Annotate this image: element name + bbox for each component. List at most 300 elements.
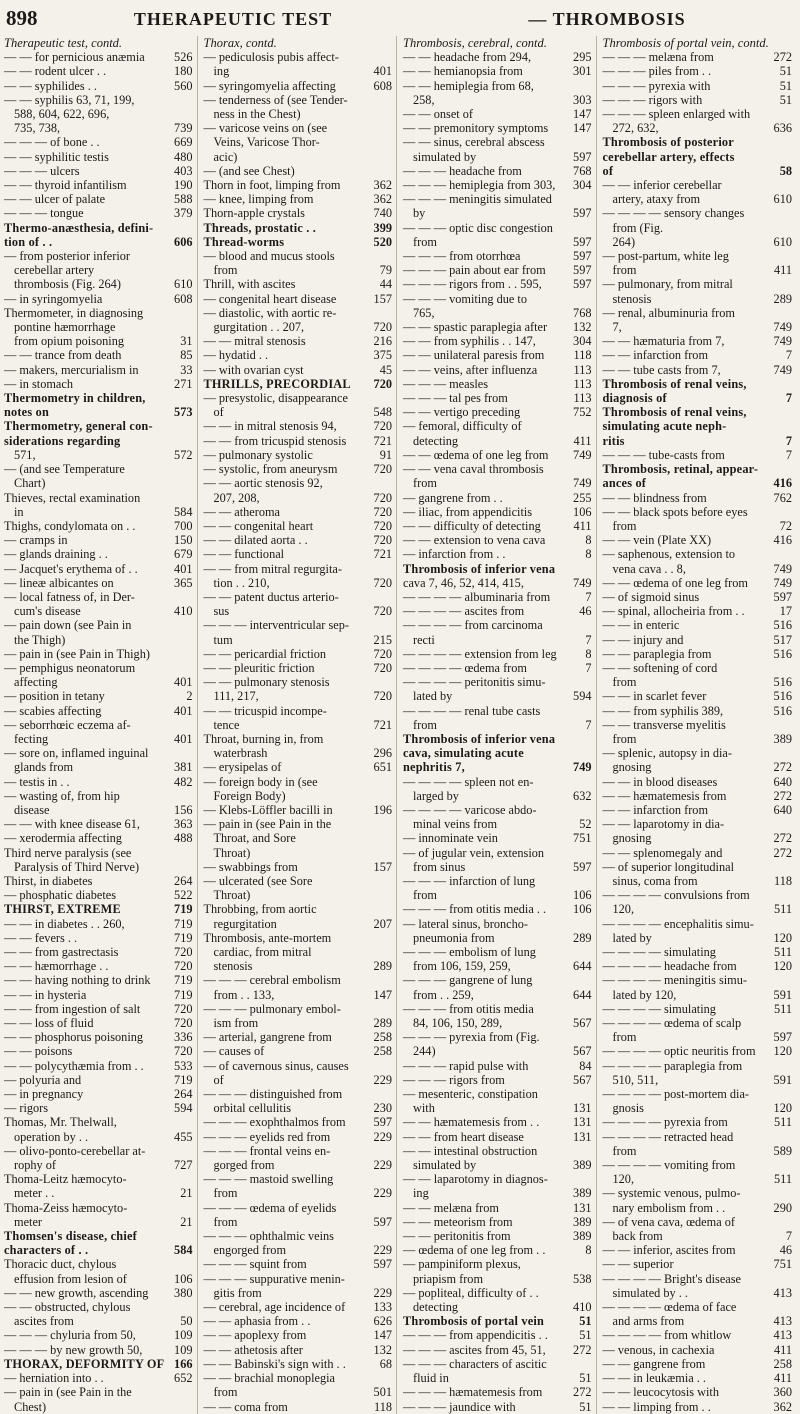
entry-page-ref: 720 (373, 419, 392, 434)
entry-text: — — apoplexy from (203, 1328, 307, 1343)
index-entry (603, 1059, 793, 1073)
entry-page-ref: 751 (773, 1257, 792, 1272)
index-entry (403, 277, 592, 291)
entry-page-ref: 588 (174, 192, 193, 207)
entry-page-ref: 488 (174, 831, 193, 846)
index-entry (403, 633, 592, 647)
entry-text: — systolic, from aneurysm (203, 462, 338, 477)
index-entry (603, 618, 793, 632)
entry-text: from opium poisoning (14, 334, 124, 349)
index-entry (4, 1272, 193, 1286)
index-entry (204, 462, 393, 476)
entry-text: — — black spots before eyes (602, 504, 748, 519)
index-entry (603, 476, 793, 490)
entry-text: operation by . . (14, 1129, 89, 1144)
entry-text: from (413, 717, 437, 732)
entry-text: waterbrash (213, 746, 268, 761)
entry-text: — — atheroma (203, 504, 280, 519)
entry-page-ref: 411 (774, 1371, 792, 1386)
entry-text: pneumonia from (413, 930, 495, 945)
entry-page-ref: 719 (174, 902, 193, 917)
index-entry (4, 718, 193, 732)
index-entry (204, 1300, 393, 1314)
entry-text: — gangrene from . . (403, 490, 503, 505)
index-entry (4, 1172, 193, 1186)
index-entry (403, 874, 592, 888)
index-entry (204, 1002, 393, 1016)
index-entry (4, 746, 193, 760)
column-continuation-heading: Therapeutic test, contd. (4, 36, 123, 50)
index-entry (403, 1243, 592, 1257)
entry-text: gorged from (213, 1158, 275, 1173)
entry-page-ref: 289 (573, 930, 592, 945)
entry-text: — scabies affecting (4, 703, 102, 718)
entry-text: Chart) (14, 476, 46, 491)
entry-page-ref: 644 (573, 987, 592, 1002)
entry-text: from (612, 518, 637, 533)
entry-text: — — — — albuminaria from (403, 589, 551, 604)
entry-page-ref: 271 (174, 376, 193, 391)
entry-text: — in syringomyelia (4, 291, 103, 306)
entry-page-ref: 632 (573, 788, 592, 803)
entry-page-ref: 301 (573, 64, 592, 79)
index-entry (204, 1130, 393, 1144)
index-entry (603, 746, 793, 760)
entry-text: Foreign Body) (213, 788, 286, 803)
index-entry (603, 79, 793, 93)
entry-text: of (602, 163, 614, 178)
entry-text: THORAX, DEFORMITY OF (4, 1356, 165, 1371)
index-entry (204, 135, 393, 149)
entry-page-ref: 133 (373, 1300, 392, 1315)
entry-text: — — loss of fluid (4, 1016, 94, 1031)
entry-page-ref: 597 (373, 1214, 392, 1229)
entry-page-ref: 157 (373, 859, 392, 874)
entry-page-ref: 516 (773, 703, 792, 718)
entry-text: from (612, 1030, 637, 1045)
index-entry (403, 448, 592, 462)
entry-text: — venous, in cachexia (602, 1342, 715, 1357)
entry-text: — — — exophthalmos from (203, 1115, 346, 1130)
entry-text: Thoma-Leitz hæmocyto- (4, 1172, 127, 1187)
entry-text: — — Babinski's sign with . . (203, 1356, 346, 1371)
entry-page-ref: 749 (573, 476, 592, 491)
entry-page-ref: 51 (579, 1314, 592, 1329)
entry-text: 120, (612, 1172, 635, 1187)
index-entry (204, 1158, 393, 1172)
index-entry (603, 107, 793, 121)
index-entry (4, 817, 193, 831)
entry-page-ref: 721 (373, 433, 392, 448)
entry-text: — — — — œdema of face (602, 1300, 737, 1315)
entry-page-ref: 517 (773, 632, 792, 647)
entry-page-ref: 720 (174, 1016, 193, 1031)
index-entry (204, 604, 393, 618)
entry-text: — — infarction from (602, 802, 709, 817)
entry-text: 510, 511, (612, 1072, 659, 1087)
index-entry (603, 959, 793, 973)
entry-page-ref: 229 (373, 1285, 392, 1300)
index-entry (4, 64, 193, 78)
entry-text: — — extension to vena cava (403, 533, 546, 548)
entry-text: acic) (213, 149, 238, 164)
entry-text: — — paraplegia from (602, 646, 712, 661)
entry-text: — — — interventricular sep- (203, 618, 349, 633)
index-entry (403, 647, 592, 661)
entry-text: THRILLS, PRECORDIAL (203, 376, 351, 391)
index-entry (603, 803, 793, 817)
entry-text: — — inferior cerebellar (602, 178, 722, 193)
entry-page-ref: 118 (774, 873, 792, 888)
index-entry (403, 1059, 592, 1073)
entry-text: glands from (14, 760, 74, 775)
entry-page-ref: 132 (373, 1342, 392, 1357)
index-entry (4, 419, 193, 433)
entry-page-ref: 749 (573, 447, 592, 462)
entry-page-ref: 147 (373, 987, 392, 1002)
entry-text: — — — from otitis media (403, 1001, 534, 1016)
index-entry (403, 1201, 592, 1215)
entry-text: — — — tongue (4, 206, 84, 221)
entry-page-ref: 511 (774, 1172, 792, 1187)
entry-text: — — hæmatemesis from . . (403, 1115, 540, 1130)
entry-page-ref: 2 (186, 689, 193, 704)
running-head-right: — THROMBOSIS (528, 9, 686, 29)
entry-page-ref: 573 (174, 405, 193, 420)
index-entry (403, 902, 592, 916)
entry-page-ref: 636 (773, 121, 792, 136)
entry-text: cerebellar artery (14, 263, 95, 278)
entry-page-ref: 511 (774, 902, 792, 917)
index-entry (4, 1044, 193, 1058)
index-entry (4, 221, 193, 235)
index-entry (4, 547, 193, 561)
index-entry (603, 562, 793, 576)
index-entry (603, 860, 793, 874)
entry-text: — — œdema of one leg from (602, 575, 748, 590)
index-entry (204, 263, 393, 277)
entry-text: — — — rigors from (403, 1072, 505, 1087)
entry-page-ref: 610 (773, 234, 792, 249)
entry-page-ref: 752 (573, 405, 592, 420)
index-entry (204, 1357, 393, 1371)
index-entry (4, 348, 193, 362)
index-entry (603, 277, 793, 291)
entry-text: — — aortic stenosis 92, (203, 476, 323, 491)
entry-text: — — from gastrectasis (4, 945, 119, 959)
entry-text: — — peritonitis from (403, 1229, 511, 1244)
entry-page-ref: 389 (773, 731, 792, 746)
index-entry (603, 718, 793, 732)
entry-text: — of jugular vein, extension (403, 845, 545, 860)
index-column (4, 36, 198, 1414)
entry-text: regurgitation (213, 916, 277, 931)
index-entry (4, 121, 193, 135)
entry-text: — — veins, after influenza (403, 362, 538, 377)
index-entry (403, 988, 592, 1002)
entry-page-ref: 597 (373, 1257, 392, 1272)
entry-page-ref: 560 (174, 78, 193, 93)
entry-text: — — — — renal tube casts (403, 703, 541, 718)
entry-text: — — — tal pes from (403, 391, 508, 406)
entry-page-ref: 520 (373, 234, 392, 249)
index-entry (4, 917, 193, 931)
index-entry (403, 1030, 592, 1044)
entry-page-ref: 762 (773, 490, 792, 505)
entry-text: — rigors (4, 1101, 49, 1116)
index-entry (4, 803, 193, 817)
entry-text: — — — rigors with (602, 92, 703, 107)
entry-text: — — in mitral stenosis 94, (203, 419, 337, 434)
entry-text: — — — — meningitis simu- (602, 973, 747, 988)
entry-page-ref: 7 (785, 433, 792, 448)
entry-page-ref: 597 (573, 234, 592, 249)
entry-text: — in stomach (4, 376, 73, 391)
index-entry (4, 1343, 193, 1357)
entry-text: — blood and mucus stools (203, 249, 335, 264)
index-entry (204, 121, 393, 135)
entry-page-ref: 720 (373, 518, 392, 533)
index-entry (403, 746, 592, 760)
entry-page-ref: 68 (379, 1356, 392, 1371)
entry-page-ref: 640 (773, 774, 792, 789)
index-entry (403, 1158, 592, 1172)
entry-page-ref: 720 (373, 646, 392, 661)
index-entry (603, 1030, 793, 1044)
entry-page-ref: 594 (174, 1101, 193, 1116)
entry-text: — — hæmaturia from 7, (602, 334, 725, 349)
entry-text: Third nerve paralysis (see (4, 845, 132, 860)
entry-page-ref: 720 (373, 604, 392, 619)
entry-text: 207, 208, (213, 490, 260, 505)
index-entry (403, 491, 592, 505)
entry-page-ref: 362 (773, 1399, 792, 1414)
index-entry (204, 1059, 393, 1073)
index-entry (4, 491, 193, 505)
entry-text: — — — — headache from (602, 959, 737, 974)
index-entry (603, 1186, 793, 1200)
entry-text: — hydatid . . (203, 348, 269, 363)
entry-text: from sinus (413, 859, 466, 874)
entry-page-ref: 272 (573, 1342, 592, 1357)
index-entry (603, 306, 793, 320)
index-entry (4, 1002, 193, 1016)
index-entry (603, 1087, 793, 1101)
index-entry (403, 249, 592, 263)
entry-text: of (213, 405, 224, 420)
index-entry (603, 704, 793, 718)
entry-page-ref: 190 (174, 178, 193, 193)
entry-page-ref: 72 (779, 518, 792, 533)
index-entry (603, 434, 793, 448)
index-entry (603, 732, 793, 746)
entry-page-ref: 411 (573, 433, 592, 448)
index-entry (204, 249, 393, 263)
entry-text: — (and see Temperature (4, 462, 125, 477)
index-entry (403, 1144, 592, 1158)
entry-text: Throat) (213, 888, 251, 903)
entry-page-ref: 272 (773, 788, 792, 803)
entry-page-ref: 389 (573, 1158, 592, 1173)
index-entry (403, 334, 592, 348)
entry-page-ref: 51 (579, 1328, 592, 1343)
entry-page-ref: 597 (573, 249, 592, 264)
entry-page-ref: 416 (773, 533, 792, 548)
index-entry (603, 1343, 793, 1357)
entry-page-ref: 304 (573, 334, 592, 349)
entry-page-ref: 608 (373, 78, 392, 93)
entry-text: Throat) (213, 845, 251, 860)
index-entry (603, 178, 793, 192)
entry-text: — — — — varicose abdo- (403, 802, 537, 817)
entry-page-ref: 85 (180, 348, 193, 363)
index-entry (603, 888, 793, 902)
entry-text: — — — suppurative menin- (203, 1271, 345, 1286)
column-continuation-heading: Thrombosis of portal vein, contd. (602, 36, 769, 50)
entry-page-ref: 567 (573, 1044, 592, 1059)
index-entry (603, 1243, 793, 1257)
entry-text: — tenderness of (see Tender- (203, 92, 348, 107)
index-entry (603, 1144, 793, 1158)
entry-text: — causes of (203, 1044, 265, 1059)
index-entry (4, 1243, 193, 1257)
entry-page-ref: 131 (573, 1129, 592, 1144)
index-entry (204, 107, 393, 121)
entry-text: from (612, 1143, 637, 1158)
entry-page-ref: 216 (373, 334, 392, 349)
entry-page-ref: 258 (373, 1030, 392, 1045)
index-entry (204, 789, 393, 803)
entry-page-ref: 106 (174, 1271, 193, 1286)
index-entry (4, 206, 193, 220)
index-entry (403, 221, 592, 235)
entry-text: Paralysis of Third Nerve) (14, 859, 140, 874)
entry-text: — foreign body in (see (203, 774, 318, 789)
page-header (6, 6, 794, 32)
index-entry (603, 831, 793, 845)
entry-page-ref: 365 (174, 575, 193, 590)
entry-page-ref: 150 (174, 533, 193, 548)
index-entry (403, 462, 592, 476)
entry-page-ref: 591 (773, 1072, 792, 1087)
index-entry (403, 178, 592, 192)
index-entry (204, 718, 393, 732)
entry-text: — — brachial monoplegia (203, 1371, 335, 1386)
index-entry (204, 363, 393, 377)
index-entry (603, 192, 793, 206)
entry-page-ref: 720 (373, 504, 392, 519)
entry-text: fecting (14, 731, 49, 746)
entry-page-ref: 120 (773, 959, 792, 974)
entry-page-ref: 597 (773, 589, 792, 604)
entry-page-ref: 401 (174, 675, 193, 690)
index-entry (603, 249, 793, 263)
entry-text: — — gangrene from (602, 1356, 706, 1371)
entry-page-ref: 46 (779, 1243, 792, 1258)
index-entry (603, 973, 793, 987)
entry-text: — — ulcer of palate (4, 192, 106, 207)
entry-text: — — — from otorrhœa (403, 249, 521, 264)
entry-page-ref: 52 (579, 817, 592, 832)
entry-text: — — athetosis after (203, 1342, 303, 1357)
entry-text: — pampiniform plexus, (403, 1257, 521, 1272)
entry-page-ref: 720 (373, 575, 392, 590)
index-entry (403, 618, 592, 632)
entry-page-ref: 106 (573, 504, 592, 519)
index-column (403, 36, 597, 1414)
index-entry (403, 107, 592, 121)
entry-text: — ulcerated (see Sore (203, 873, 313, 888)
index-entry (603, 135, 793, 149)
index-entry (403, 434, 592, 448)
index-entry (403, 1087, 592, 1101)
index-entry (204, 945, 393, 959)
entry-text: from (413, 476, 437, 491)
entry-page-ref: 516 (773, 675, 792, 690)
entry-page-ref: 511 (774, 1115, 792, 1130)
entry-page-ref: 669 (174, 135, 193, 150)
entry-page-ref: 304 (573, 178, 592, 193)
index-entry (403, 1400, 592, 1414)
index-entry (403, 164, 592, 178)
entry-text: — — — — optic neuritis from (602, 1044, 756, 1059)
entry-text: — — premonitory symptoms (403, 121, 549, 136)
entry-text: — — — — convulsions from (602, 888, 750, 903)
entry-page-ref: 700 (174, 518, 193, 533)
entry-text: — — — pyrexia from (Fig. (403, 1030, 540, 1045)
entry-text: — — — — retracted head (602, 1129, 734, 1144)
index-entry (603, 462, 793, 476)
index-column (603, 36, 797, 1414)
index-entry (603, 590, 793, 604)
entry-text: priapism from (413, 1271, 484, 1286)
entry-page-ref: 113 (573, 376, 592, 391)
entry-text: cava 7, 46, 52, 414, 415, (403, 575, 524, 590)
entry-page-ref: 720 (373, 689, 392, 704)
index-entry (204, 448, 393, 462)
entry-text: — innominate vein (403, 831, 498, 846)
entry-text: — — in enteric (602, 618, 680, 633)
entry-text: — — laparotomy in dia- (602, 817, 725, 832)
entry-text: — systemic venous, pulmo- (602, 1186, 741, 1201)
entry-page-ref: 118 (573, 348, 592, 363)
entry-text: — — — spleen enlarged with (602, 107, 751, 122)
entry-page-ref: 389 (573, 1214, 592, 1229)
entry-page-ref: 207 (373, 916, 392, 931)
entry-text: — — — tube-casts from (602, 447, 725, 462)
entry-text: lated by (612, 930, 652, 945)
entry-text: simulated by (413, 1158, 477, 1173)
index-entry (603, 576, 793, 590)
entry-text: — — inferior, ascites from (602, 1243, 736, 1258)
entry-text: — — rodent ulcer . . (4, 64, 107, 79)
entry-page-ref: 272 (573, 1385, 592, 1400)
entry-text: — lateral sinus, broncho- (403, 916, 528, 931)
entry-text: — with ovarian cyst (203, 362, 304, 377)
entry-text: Throbbing, from aortic (203, 902, 317, 917)
entry-text: tence (213, 717, 240, 732)
index-entry (603, 1101, 793, 1115)
index-entry (403, 1002, 592, 1016)
entry-text: — — unilateral paresis from (403, 348, 545, 363)
entry-text: — — hæmorrhage . . (4, 959, 109, 974)
index-entry (4, 1130, 193, 1144)
index-entry (403, 320, 592, 334)
entry-page-ref: 548 (373, 405, 392, 420)
index-entry (603, 405, 793, 419)
entry-page-ref: 597 (573, 263, 592, 278)
index-entry (4, 306, 193, 320)
